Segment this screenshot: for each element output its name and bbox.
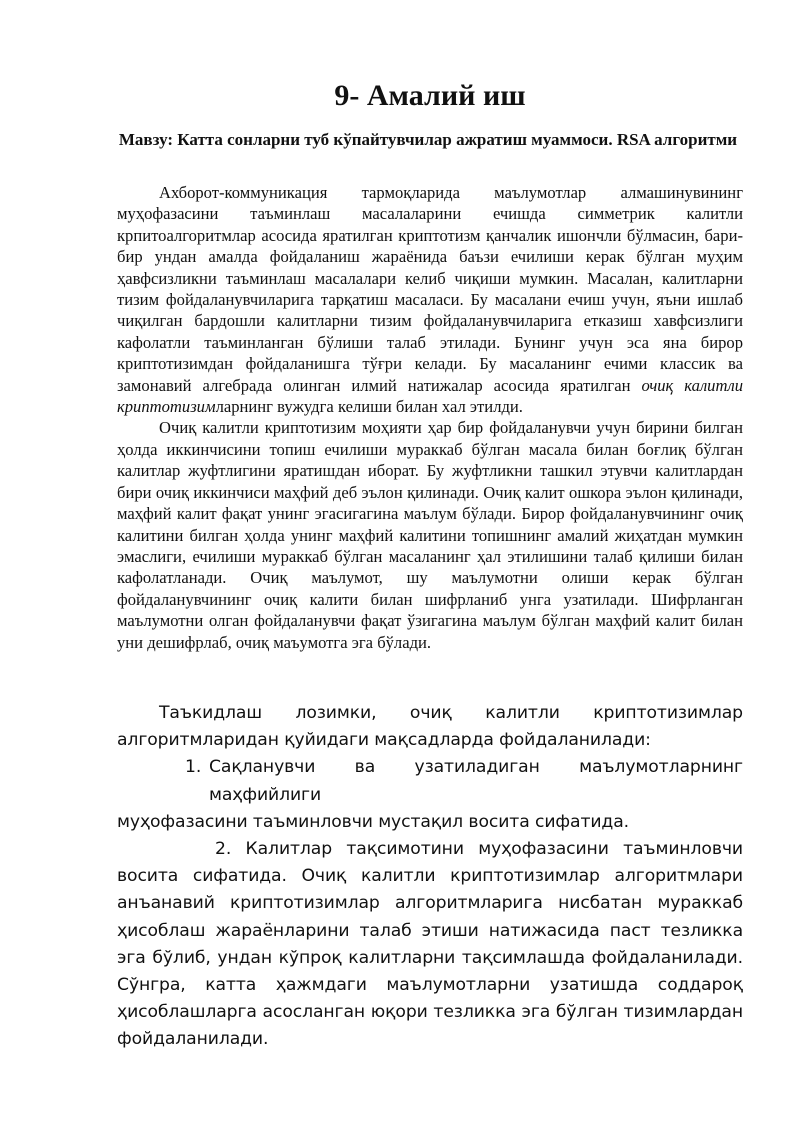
page-title: 9- Амалий иш [334, 79, 526, 112]
purposes-text-block [117, 700, 743, 1054]
paragraph-intro [117, 182, 743, 417]
main-text-block [117, 182, 743, 653]
list-item-2: 2. Калитлар тақсимотини муҳофазасини таъминловчи восита сифатида. Очиқ калитли криптотизимлар алгоритмлари анъанавий криптотизимлар алгоритмларига нисбатан мураккаб ҳисоблаш жараёнларини талаб этиши натижасида паст тезликка эга бўлиб, ундан кўпроқ калитларни тақсимлашда фойдаланилади. Сўнгра, катта ҳажмдаги маълумотларни узатишда соддароқ ҳисоблашларга асосланган юқори тезликка эга бўлган тизимлардан фойдаланилади. [117, 839, 743, 1050]
paragraph-intro-italic-term: очиқ калитли криптотизим [117, 375, 743, 417]
list-item-1-text: Сақланувчи ва узатиладиган маълумотларнинг маҳфийлиги [209, 757, 743, 805]
paragraph-intro-text: Ахборот-коммуникация тармоқларида маълумотлар алмашинувининг муҳофазасини таъминлаш масалаларини ечишда симметрик калитли крпитоалгоритмлар асосида яратилган криптотизм қанчалик ишончли бўлмасин, бари-бир ундан амалда фойдаланиш жараёнида баъзи ечилиши керак бўлган муҳим ҳавфсизликни таъминлаш масалалари келиб чиқиши мумкин. Масалан, калитларни тизим фойдаланувчиларига тарқатиш масаласи. Бу масалани ечиш учун, яъни ишлаб чиқилган бардошли калитларни тизим фойдаланувчиларига етказиш хавфсизлиги кафолатли таъминланган бўлиши талаб этилади. Бунинг учун эса яна бирор криптотизимдан фойдаланишга тўғри келади. Бу масаланинг ечими классик ва замонавий алгебрада олинган илмий натижалар асосида яратилган [117, 183, 743, 395]
paragraph-purposes: Таъкидлаш лозимки, очиқ калитли криптотизимлар алгоритмларидан қуйидаги мақсадларда фойдаланилади: [117, 703, 743, 751]
paragraph-intro-ending: ларнинг вужудга келиши билан хал этилди. [215, 397, 523, 417]
list-item-1-continuation: муҳофазасини таъминловчи мустақил восита сифатида. [117, 811, 630, 832]
list-item-1 [185, 754, 743, 808]
list-item-1-number: 1. [185, 757, 202, 778]
topic-subtitle: Мавзу: Катта сонларни туб кўпайтувчилар ажратиш муаммоси. RSA алгоритми [118, 130, 738, 149]
paragraph-public-key: Очиқ калитли криптотизим моҳияти ҳар бир фойдаланувчи учун бирини билган ҳолда иккинчисини топиш ечилиши мураккаб бўлган масала билан боғлиқ бўлган калитлар жуфтлигини яратишдан иборат. Бу жуфтликни ташкил этувчи калитлардан бири очиқ иккинчиси маҳфий деб эълон қилинади. Очиқ калит ошкора эълон қилинади, маҳфий калит фақат унинг эгасигагина маълум бўлади. Бирор фойдаланувчининг очиқ калитини билган ҳолда унинг маҳфий калитини топишнинг амалий жиҳатдан мумкин эмаслиги, ечилиши мураккаб бўлган масаланинг ҳал этилишини талаб қилиши билан кафолатланади. Очиқ маълумот, шу маълумотни олиши керак бўлган фойдаланувчининг очиқ калити билан шифрланиб унга узатилади. Шифрланган маълумотни олган фойдаланувчи фақат ўзигагина маълум бўлган маҳфий калит билан уни дешифрлаб, очиқ маъумотга эга бўлади. [117, 418, 743, 652]
